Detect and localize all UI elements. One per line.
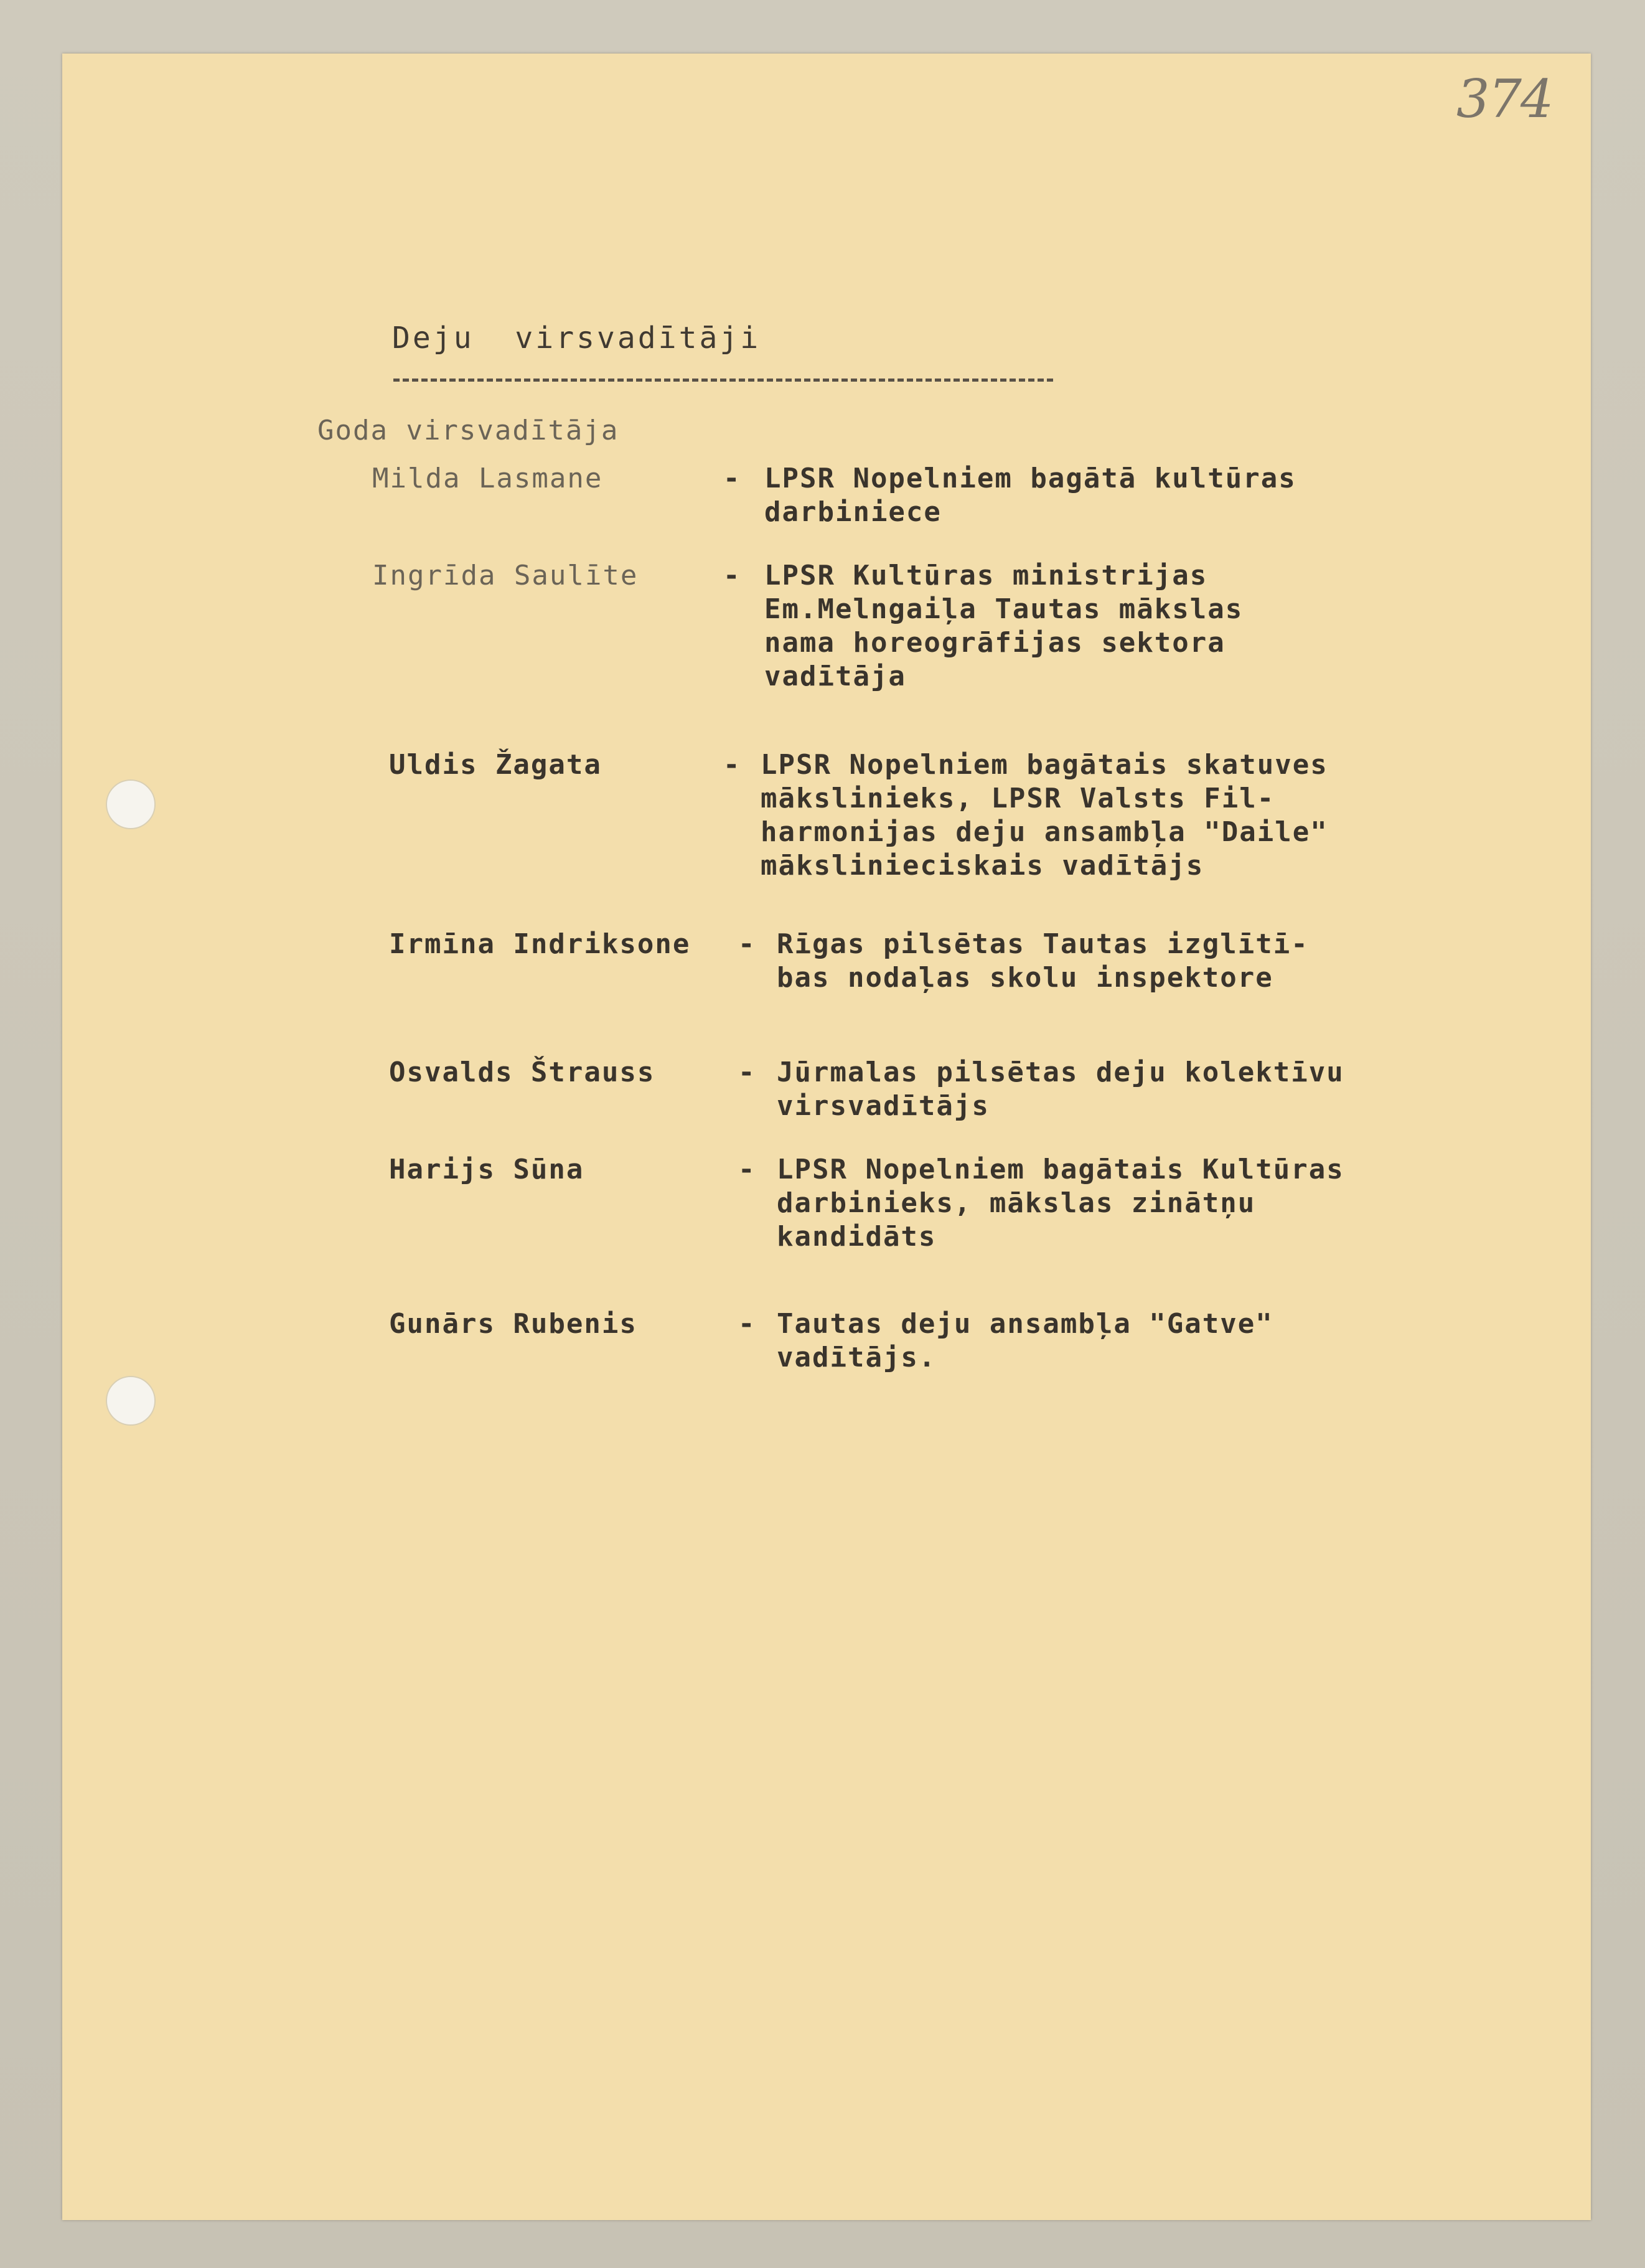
entry-name: Uldis Žagata: [389, 749, 602, 781]
entry-description: LPSR Nopelniem bagātais skatuves mākslinieks, LPSR Valsts Fil- harmonijas deju ansambļa "Daile" mākslinieciskais vadītājs: [761, 749, 1328, 882]
entry-dash: -: [738, 928, 756, 960]
entry-dash: -: [723, 749, 741, 781]
entry-description: Tautas deju ansambļa "Gatve" vadītājs.: [777, 1308, 1273, 1373]
entry-description: LPSR Nopelniem bagātais Kultūras darbinieks, mākslas zinātņu kandidāts: [777, 1154, 1344, 1253]
title-underline: [393, 379, 1053, 382]
entry-name: Osvalds Štrauss: [389, 1056, 655, 1088]
document-title: Deju virsvadītāji: [392, 321, 761, 355]
honorary-label: Goda virsvadītāja: [317, 415, 619, 446]
entry-name: Milda Lasmane: [372, 463, 603, 494]
entry-description: LPSR Nopelniem bagātā kultūras darbiniece: [764, 463, 1296, 528]
entry-description: LPSR Kultūras ministrijas Em.Melngaiļa Tautas mākslas nama horeogrāfijas sektora vadītāja: [764, 560, 1244, 692]
entry-name: Gunārs Rubenis: [389, 1308, 637, 1340]
entry-name: Ingrīda Saulīte: [372, 560, 639, 591]
punch-hole-bottom: [106, 1376, 156, 1426]
punch-hole-top: [106, 779, 156, 829]
entry-description: Rīgas pilsētas Tautas izglītī- bas nodaļas skolu inspektore: [777, 928, 1309, 994]
entry-dash: -: [723, 560, 741, 591]
entry-dash: -: [723, 463, 741, 494]
entry-dash: -: [738, 1154, 756, 1185]
entry-description: Jūrmalas pilsētas deju kolektīvu virsvadītājs: [777, 1056, 1344, 1122]
page-number: 374: [1456, 68, 1553, 129]
entry-name: Harijs Sūna: [389, 1154, 584, 1185]
entry-dash: -: [738, 1056, 756, 1088]
entry-name: Irmīna Indriksone: [389, 928, 691, 960]
entry-dash: -: [738, 1308, 756, 1340]
